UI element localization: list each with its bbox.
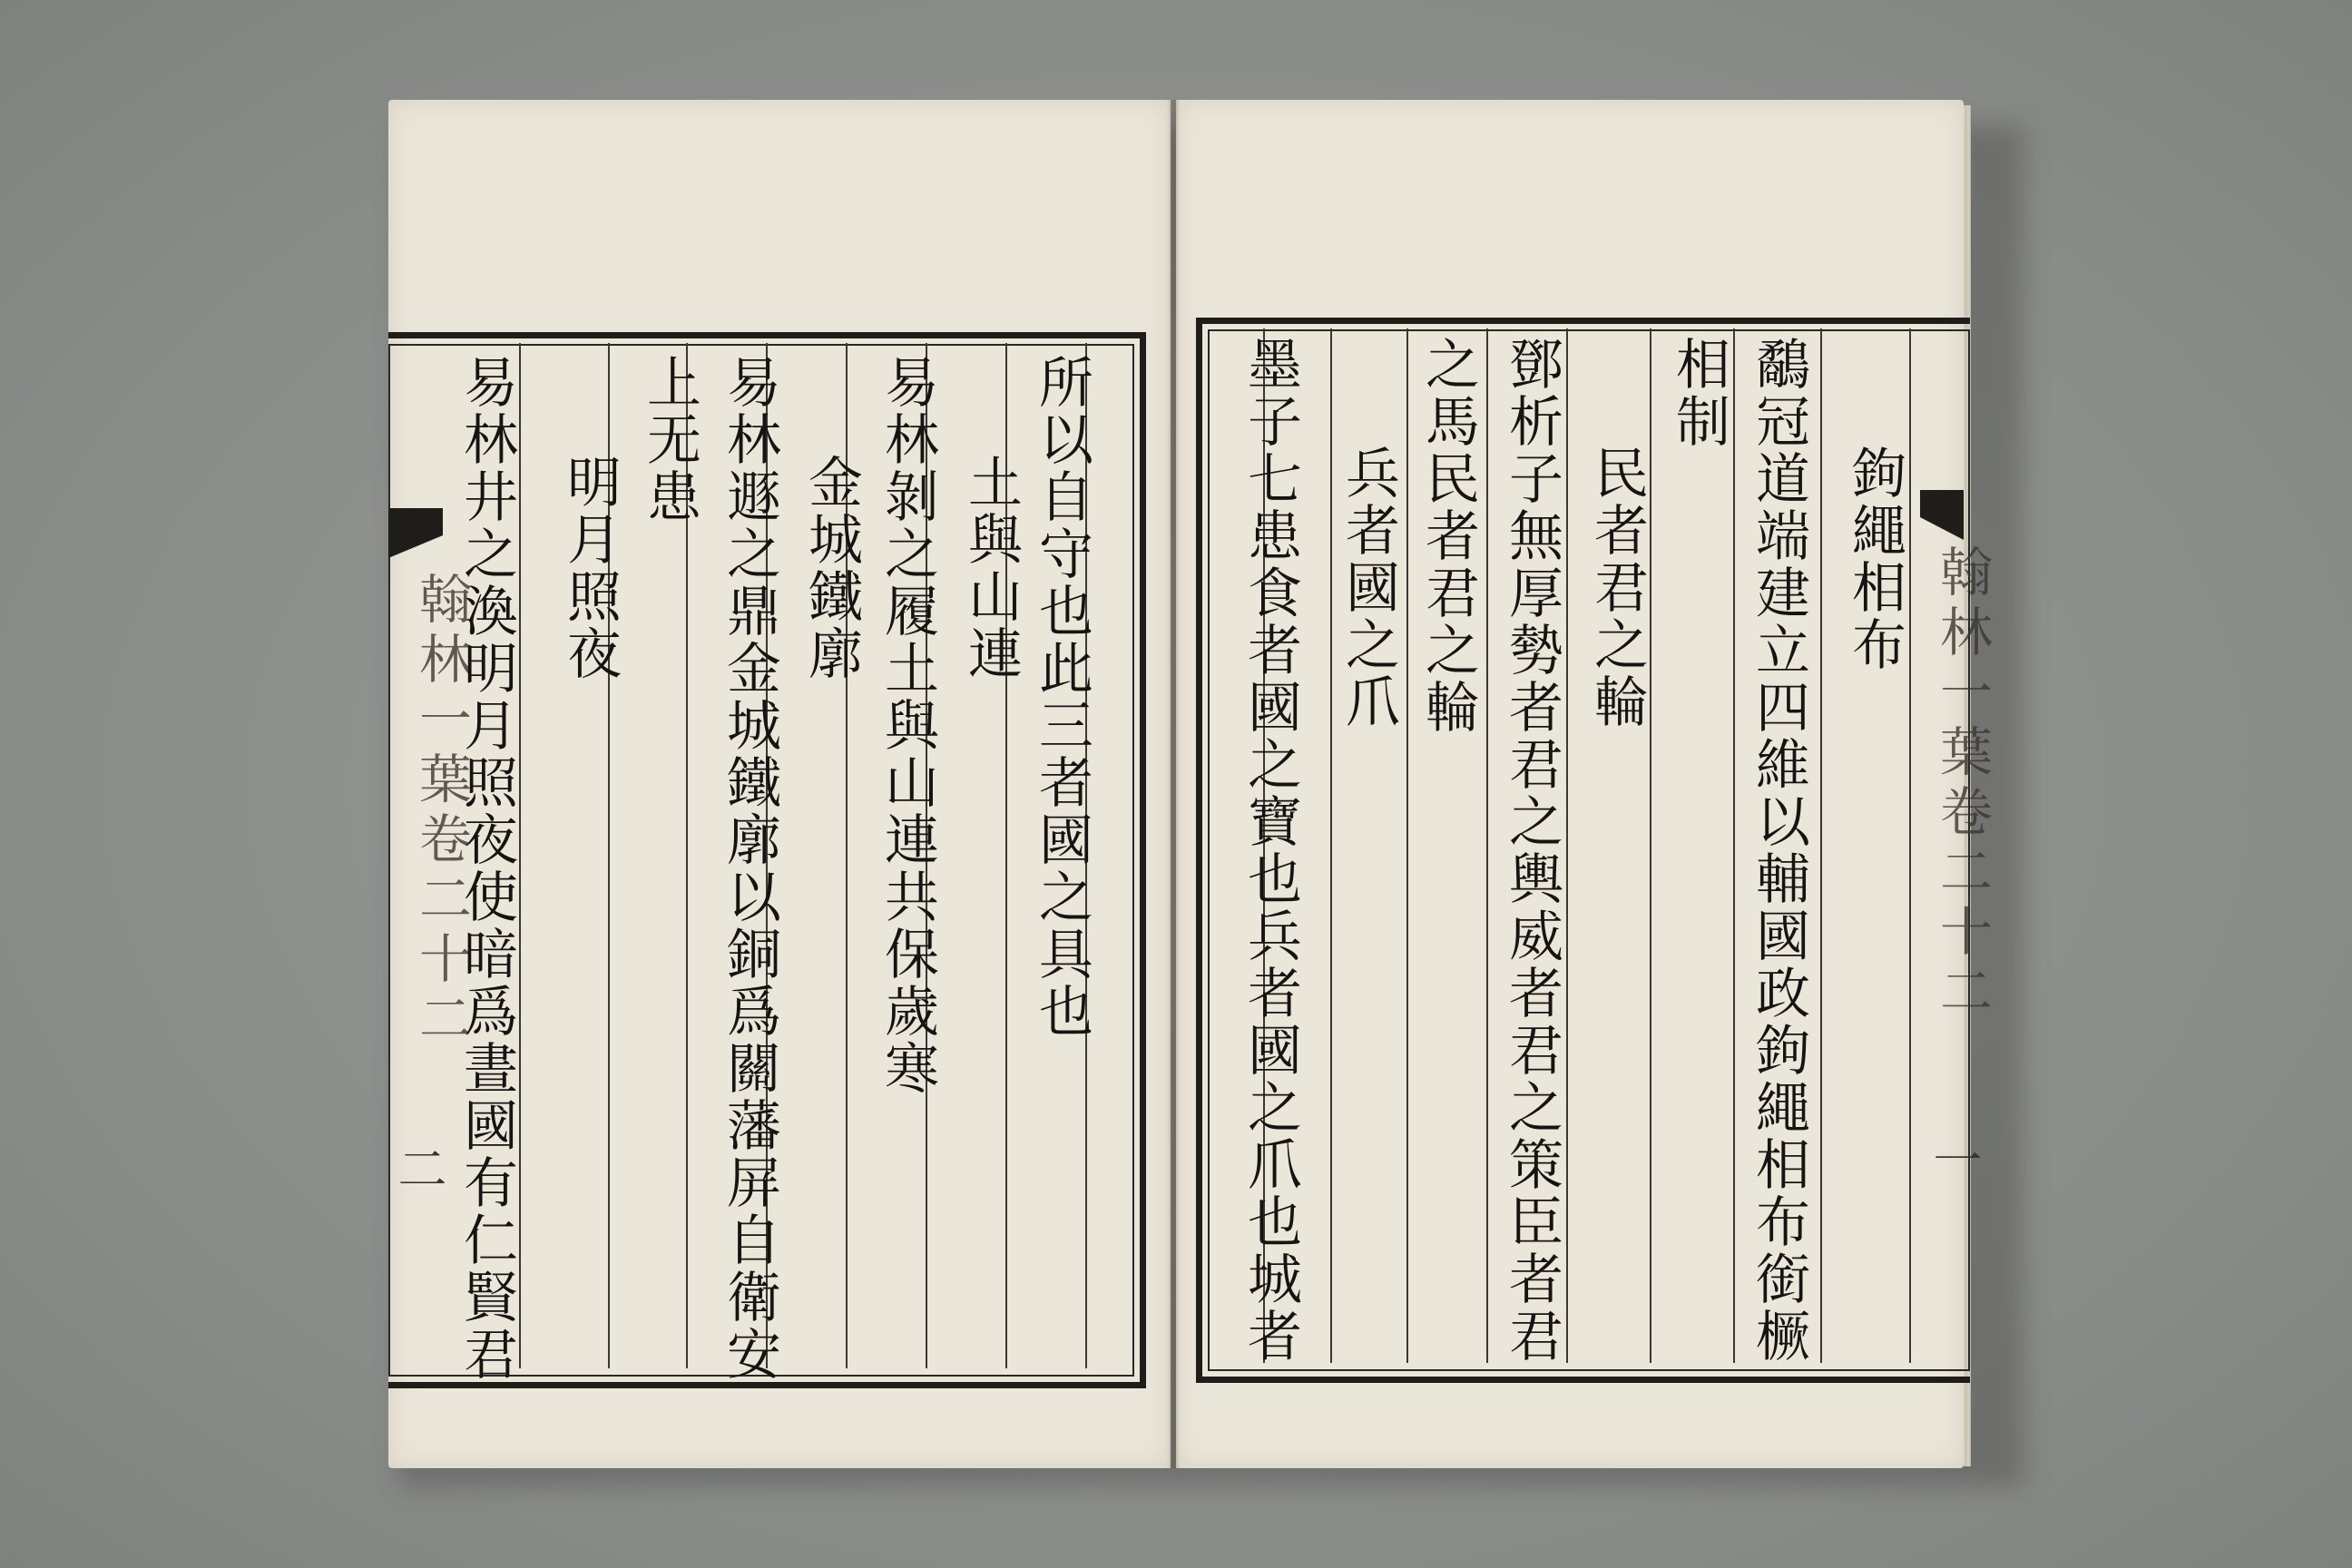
left-text-column-5: 易林遯之鼎金城鐵廓以銅爲關藩屏自衛安 [718, 354, 781, 1383]
left-text-column-3: 易林剝之履土與山連共保歲寒 [876, 354, 939, 1097]
left-folio: 二 [390, 1143, 447, 1195]
right-text-column-4: 民者君之輪 [1585, 445, 1649, 730]
left-text-column-2: 土與山連 [959, 454, 1023, 682]
left-text-column-8: 易林井之渙明月照夜使暗爲晝國有仁賢君 [455, 354, 518, 1383]
left-column-rule [519, 343, 521, 1368]
right-text-column-7: 兵者國之爪 [1337, 445, 1400, 730]
fish-tail-mark [388, 508, 443, 563]
fish-tail-mark [1920, 490, 1964, 544]
right-text-column-6: 之馬民者君之輪 [1416, 336, 1480, 736]
right-column-rule [1406, 328, 1408, 1363]
right-column-rule [1650, 328, 1651, 1363]
right-column-rule [1486, 328, 1488, 1363]
right-text-column-8: 墨子七患食者國之寶也兵者國之爪也城者 [1239, 336, 1302, 1365]
right-column-rule [1909, 328, 1911, 1363]
left-text-column-1: 所以自守也此三者國之具也 [1030, 354, 1093, 1040]
right-text-column-3: 相制 [1667, 336, 1730, 450]
right-column-rule [1566, 328, 1568, 1363]
right-column-rule [1820, 328, 1822, 1363]
right-column-rule [1733, 328, 1735, 1363]
right-text-column-2: 鷸冠道端建立四維以輔國政鉤繩相布銜橛 [1747, 336, 1810, 1365]
left-center-title: 翰林一葉卷二十二 [410, 572, 472, 1051]
book-spine [1167, 100, 1180, 1468]
right-folio: 一 [1926, 1134, 1983, 1186]
right-text-column-1: 鉤繩相布 [1843, 445, 1906, 673]
right-center-title: 翰林一葉卷二十二 [1931, 544, 1993, 1024]
left-text-column-6: 上无患 [638, 354, 701, 525]
right-column-rule [1330, 328, 1332, 1363]
left-text-column-7: 明月照夜 [558, 454, 622, 682]
left-text-column-4: 金城鐵廓 [799, 454, 863, 682]
right-text-column-5: 鄧析子無厚勢者君之輿威者君之策臣者君 [1500, 336, 1563, 1365]
